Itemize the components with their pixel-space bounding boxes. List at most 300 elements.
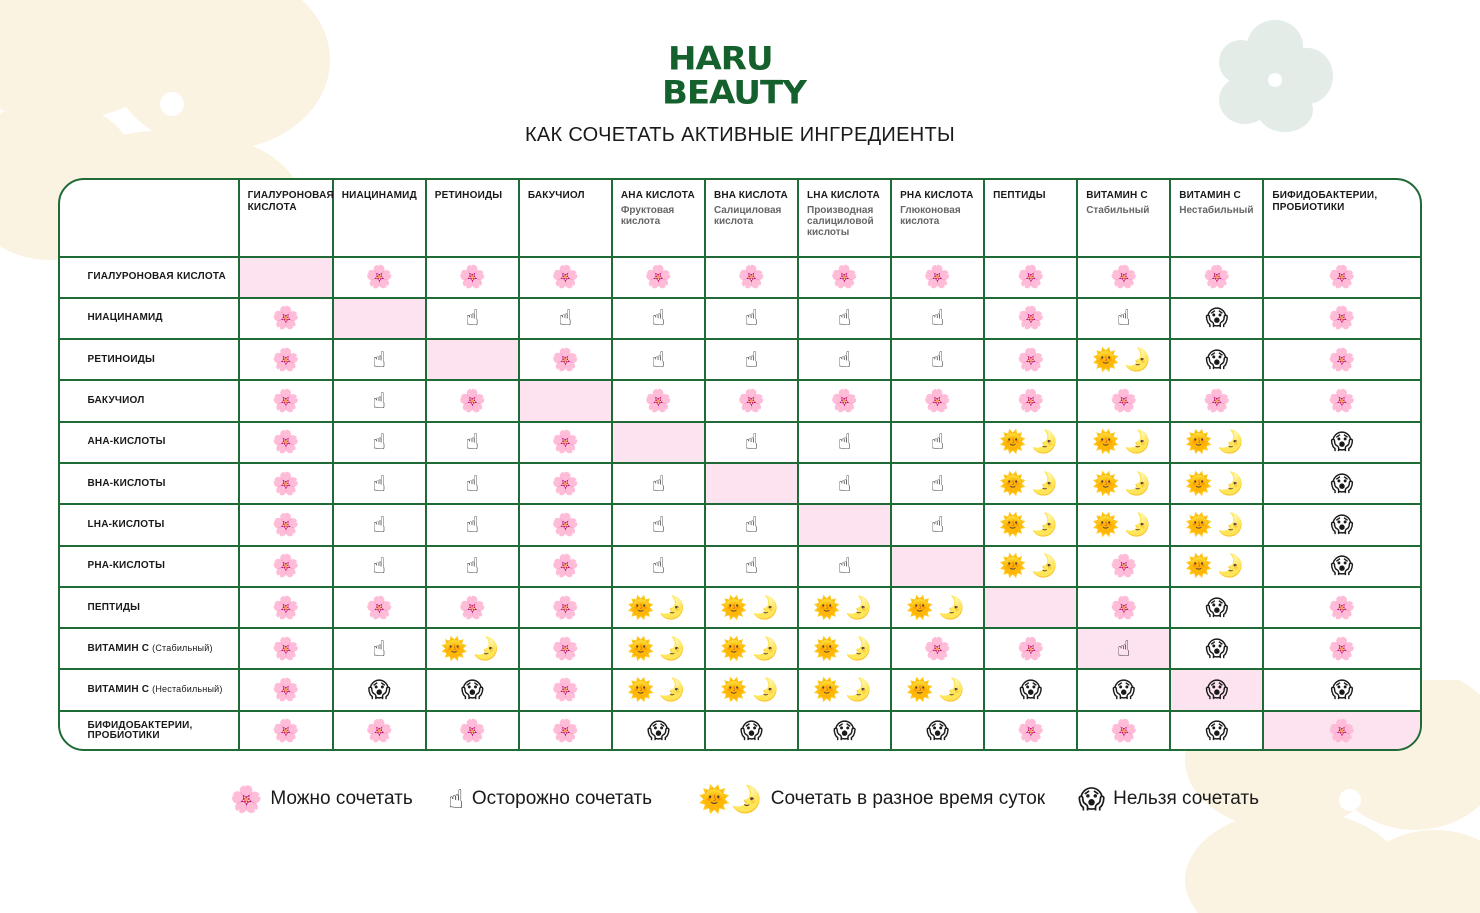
compatibility-cell bbox=[891, 463, 984, 504]
compatibility-cell bbox=[1077, 298, 1170, 339]
sun-moon-icon: 🌞🌛 bbox=[720, 594, 783, 620]
pointing-finger-icon: ☝ bbox=[465, 470, 479, 496]
pointing-finger-icon: ☝ bbox=[837, 470, 852, 496]
column-header-name: НИАЦИНАМИД bbox=[341, 189, 417, 201]
sun-moon-icon: 🌞🌛 bbox=[999, 429, 1063, 455]
compatibility-cell bbox=[984, 380, 1077, 421]
page-title: КАК СОЧЕТАТЬ АКТИВНЫЕ ИНГРЕДИЕНТЫ bbox=[524, 124, 956, 146]
compatibility-cell bbox=[1170, 298, 1263, 339]
row-header-name: БИФИДОБАКТЕРИИ, ПРОБИОТИКИ bbox=[87, 720, 193, 742]
decor-flower-top-right bbox=[1215, 18, 1335, 133]
screaming-face-icon: 😱 bbox=[1019, 677, 1043, 703]
row-header bbox=[59, 463, 239, 504]
cherry-blossom-icon: 🌸 bbox=[271, 470, 300, 496]
compatibility-cell bbox=[519, 380, 612, 421]
compatibility-cell bbox=[705, 298, 798, 339]
compatibility-cell bbox=[612, 628, 705, 669]
table-row bbox=[59, 380, 1421, 421]
sun-moon-icon: 🌞🌛 bbox=[1092, 346, 1156, 372]
compatibility-cell bbox=[1077, 257, 1170, 298]
compatibility-cell bbox=[519, 669, 612, 710]
compatibility-cell bbox=[426, 711, 519, 751]
pointing-finger-icon: ☝ bbox=[837, 346, 852, 372]
sun-moon-icon: 🌞🌛 bbox=[1185, 470, 1249, 496]
compatibility-cell bbox=[1170, 504, 1263, 545]
table-row bbox=[59, 546, 1421, 587]
sun-moon-icon: 🌞🌛 bbox=[813, 594, 876, 620]
compatibility-cell bbox=[519, 339, 612, 380]
compatibility-cell bbox=[798, 422, 891, 463]
compatibility-cell bbox=[519, 422, 612, 463]
row-header bbox=[59, 339, 239, 380]
compatibility-cell bbox=[519, 587, 612, 628]
compatibility-cell bbox=[519, 504, 612, 545]
sun-moon-icon: 🌞🌛 bbox=[813, 635, 876, 661]
pointing-finger-icon: ☝ bbox=[837, 305, 852, 331]
compatibility-cell bbox=[705, 339, 798, 380]
column-header bbox=[798, 179, 891, 257]
column-header-name: PHA КИСЛОТА bbox=[900, 189, 974, 201]
row-header bbox=[59, 546, 239, 587]
pointing-finger-icon: ☝ bbox=[744, 553, 759, 579]
column-header-name: ГИАЛУРОНОВАЯ КИСЛОТА bbox=[247, 189, 334, 213]
row-header-name: BHA-КИСЛОТЫ bbox=[87, 477, 166, 489]
compatibility-cell bbox=[426, 380, 519, 421]
pointing-finger-icon: ☝ bbox=[651, 511, 666, 537]
compatibility-cell bbox=[612, 587, 705, 628]
column-header bbox=[1077, 179, 1170, 257]
row-header-name: ПЕПТИДЫ bbox=[87, 601, 141, 613]
cherry-blossom-icon: 🌸 bbox=[1328, 594, 1356, 620]
compatibility-cell bbox=[1263, 711, 1420, 751]
cherry-blossom-icon: 🌸 bbox=[1203, 264, 1231, 290]
column-header-subtitle: Салициловая кислота bbox=[713, 205, 782, 227]
screaming-face-icon: 😱 bbox=[1078, 784, 1106, 814]
compatibility-cell bbox=[705, 711, 798, 751]
pointing-finger-icon: ☝ bbox=[372, 346, 386, 372]
column-header-name: ВИТАМИН С bbox=[1086, 189, 1148, 201]
compatibility-cell bbox=[1077, 711, 1170, 751]
cherry-blossom-icon: 🌸 bbox=[271, 553, 300, 579]
column-header bbox=[239, 179, 333, 257]
cherry-blossom-icon: 🌸 bbox=[923, 388, 952, 414]
compatibility-cell bbox=[1077, 587, 1170, 628]
column-header bbox=[705, 179, 798, 257]
compatibility-cell bbox=[891, 257, 984, 298]
compatibility-cell bbox=[1263, 298, 1420, 339]
compatibility-cell bbox=[426, 463, 519, 504]
cherry-blossom-icon: 🌸 bbox=[551, 346, 580, 372]
pointing-finger-icon: ☝ bbox=[651, 470, 666, 496]
screaming-face-icon: 😱 bbox=[1112, 677, 1136, 703]
pointing-finger-icon: ☝ bbox=[930, 346, 945, 372]
column-header-name: БИФИДОБАКТЕРИИ, ПРОБИОТИКИ bbox=[1272, 189, 1378, 213]
pointing-finger-icon: ☝ bbox=[651, 553, 666, 579]
compatibility-cell bbox=[612, 298, 705, 339]
legend-item-time bbox=[698, 786, 1045, 812]
table-body bbox=[59, 257, 1421, 752]
compatibility-cell bbox=[426, 422, 519, 463]
legend-label: Осторожно сочетать bbox=[471, 788, 653, 809]
compatibility-cell bbox=[984, 298, 1077, 339]
column-header-subtitle: Глюконовая кислота bbox=[900, 205, 961, 227]
brand-logo bbox=[660, 40, 820, 115]
compatibility-cell bbox=[239, 422, 333, 463]
sun-moon-icon: 🌞🌛 bbox=[999, 470, 1063, 496]
row-header bbox=[59, 298, 239, 339]
cherry-blossom-icon: 🌸 bbox=[458, 388, 486, 414]
row-header-name: БАКУЧИОЛ bbox=[87, 395, 145, 407]
compatibility-cell bbox=[612, 669, 705, 710]
table-row bbox=[59, 504, 1421, 545]
compatibility-cell bbox=[333, 669, 426, 710]
cherry-blossom-icon: 🌸 bbox=[1203, 388, 1231, 414]
row-header-name: РЕТИНОИДЫ bbox=[87, 353, 156, 365]
table-row bbox=[59, 298, 1421, 339]
compatibility-cell bbox=[705, 587, 798, 628]
screaming-face-icon: 😱 bbox=[367, 677, 391, 703]
compatibility-cell bbox=[984, 257, 1077, 298]
row-header-name: ВИТАМИН С bbox=[87, 684, 153, 696]
compatibility-cell bbox=[239, 298, 333, 339]
legend-item-careful bbox=[448, 786, 652, 812]
cherry-blossom-icon: 🌸 bbox=[830, 264, 859, 290]
cherry-blossom-icon: 🌸 bbox=[365, 594, 393, 620]
compatibility-cell bbox=[1263, 422, 1420, 463]
pointing-finger-icon: ☝ bbox=[465, 429, 479, 455]
compatibility-cell bbox=[1077, 422, 1170, 463]
row-header-name: PHA-КИСЛОТЫ bbox=[87, 560, 166, 572]
compatibility-cell bbox=[984, 628, 1077, 669]
cherry-blossom-icon: 🌸 bbox=[551, 594, 580, 620]
compatibility-cell bbox=[612, 504, 705, 545]
sun-moon-icon: 🌞🌛 bbox=[999, 553, 1063, 579]
row-header bbox=[59, 587, 239, 628]
compatibility-cell bbox=[1170, 422, 1263, 463]
column-header-name: ПЕПТИДЫ bbox=[993, 189, 1046, 201]
cherry-blossom-icon: 🌸 bbox=[1016, 264, 1045, 290]
compatibility-cell bbox=[984, 422, 1077, 463]
sun-moon-icon: 🌞🌛 bbox=[1185, 429, 1249, 455]
compatibility-cell bbox=[426, 298, 519, 339]
compatibility-cell bbox=[333, 628, 426, 669]
sun-moon-icon: 🌞🌛 bbox=[999, 511, 1063, 537]
pointing-finger-icon: ☝ bbox=[837, 553, 852, 579]
sun-moon-icon: 🌞🌛 bbox=[440, 635, 504, 661]
compatibility-cell bbox=[333, 504, 426, 545]
compatibility-cell bbox=[891, 546, 984, 587]
compatibility-cell bbox=[239, 380, 333, 421]
compatibility-cell bbox=[333, 711, 426, 751]
row-header bbox=[59, 669, 239, 710]
cherry-blossom-icon: 🌸 bbox=[1016, 388, 1045, 414]
compatibility-cell bbox=[612, 463, 705, 504]
compatibility-cell bbox=[984, 504, 1077, 545]
compatibility-cell bbox=[1170, 711, 1263, 751]
pointing-finger-icon: ☝ bbox=[465, 305, 479, 331]
cherry-blossom-icon: 🌸 bbox=[1328, 388, 1356, 414]
compatibility-cell bbox=[984, 339, 1077, 380]
table-row bbox=[59, 711, 1421, 751]
table-row bbox=[59, 463, 1421, 504]
compatibility-cell bbox=[333, 546, 426, 587]
row-header bbox=[59, 711, 239, 751]
sun-moon-icon: 🌞🌛 bbox=[906, 594, 969, 620]
compatibility-cell bbox=[612, 422, 705, 463]
compatibility-cell bbox=[798, 504, 891, 545]
screaming-face-icon: 😱 bbox=[1205, 594, 1229, 620]
cherry-blossom-icon: 🌸 bbox=[1016, 346, 1045, 372]
compatibility-cell bbox=[1170, 587, 1263, 628]
compatibility-cell bbox=[798, 711, 891, 751]
compatibility-cell bbox=[239, 711, 333, 751]
compatibility-cell bbox=[891, 628, 984, 669]
cherry-blossom-icon: 🌸 bbox=[271, 388, 300, 414]
cherry-blossom-icon: 🌸 bbox=[271, 718, 300, 744]
screaming-face-icon: 😱 bbox=[833, 718, 856, 744]
compatibility-cell bbox=[705, 257, 798, 298]
row-header-name: AHA-КИСЛОТЫ bbox=[87, 436, 166, 448]
compatibility-cell bbox=[1263, 669, 1420, 710]
compatibility-cell bbox=[426, 504, 519, 545]
pointing-finger-icon: ☝ bbox=[744, 429, 759, 455]
compatibility-cell bbox=[426, 628, 519, 669]
compatibility-cell bbox=[1077, 628, 1170, 669]
compatibility-cell bbox=[426, 669, 519, 710]
cherry-blossom-icon: 🌸 bbox=[1110, 594, 1138, 620]
row-header-name: LHA-КИСЛОТЫ bbox=[87, 518, 165, 530]
compatibility-cell bbox=[333, 339, 426, 380]
cherry-blossom-icon: 🌸 bbox=[1016, 305, 1045, 331]
sun-moon-icon: 🌞🌛 bbox=[1092, 470, 1156, 496]
legend-label: Нельзя сочетать bbox=[1113, 788, 1259, 809]
column-header bbox=[1263, 179, 1420, 257]
pointing-finger-icon: ☝ bbox=[372, 470, 386, 496]
cherry-blossom-icon: 🌸 bbox=[271, 346, 300, 372]
compatibility-cell bbox=[239, 669, 333, 710]
sun-moon-icon: 🌞🌛 bbox=[627, 677, 690, 703]
logo-line-2: BEAUTY bbox=[662, 74, 806, 112]
pointing-finger-icon: ☝ bbox=[930, 511, 945, 537]
pointing-finger-icon: ☝ bbox=[372, 553, 386, 579]
compatibility-cell bbox=[705, 504, 798, 545]
compatibility-cell bbox=[705, 463, 798, 504]
compatibility-cell bbox=[798, 669, 891, 710]
cherry-blossom-icon: 🌸 bbox=[551, 429, 580, 455]
compatibility-cell bbox=[798, 628, 891, 669]
compatibility-cell bbox=[426, 257, 519, 298]
cherry-blossom-icon: 🌸 bbox=[923, 635, 952, 661]
column-header bbox=[426, 179, 519, 257]
sun-moon-icon: 🌞🌛 bbox=[720, 677, 783, 703]
pointing-finger-icon: ☝ bbox=[448, 784, 464, 814]
cherry-blossom-icon: 🌸 bbox=[1328, 718, 1356, 744]
column-header-name: AHA КИСЛОТА bbox=[620, 189, 695, 201]
compatibility-table bbox=[58, 178, 1422, 751]
screaming-face-icon: 😱 bbox=[1205, 305, 1229, 331]
compatibility-cell bbox=[1170, 546, 1263, 587]
column-header-subtitle: Стабильный bbox=[1086, 205, 1150, 216]
compatibility-cell bbox=[333, 380, 426, 421]
compatibility-cell bbox=[705, 628, 798, 669]
legend-item-no bbox=[1078, 786, 1259, 812]
cherry-blossom-icon: 🌸 bbox=[551, 264, 580, 290]
compatibility-cell bbox=[612, 546, 705, 587]
screaming-face-icon: 😱 bbox=[1205, 677, 1229, 703]
column-header-subtitle: Нестабильный bbox=[1179, 205, 1254, 216]
screaming-face-icon: 😱 bbox=[460, 677, 484, 703]
pointing-finger-icon: ☝ bbox=[465, 511, 479, 537]
screaming-face-icon: 😱 bbox=[646, 718, 670, 744]
row-header bbox=[59, 504, 239, 545]
compatibility-cell bbox=[333, 298, 426, 339]
column-header-name: LHA КИСЛОТА bbox=[807, 189, 880, 201]
row-header bbox=[59, 422, 239, 463]
sun-moon-icon: 🌞🌛 bbox=[1185, 553, 1249, 579]
screaming-face-icon: 😱 bbox=[1330, 553, 1354, 579]
compatibility-cell bbox=[426, 587, 519, 628]
compatibility-cell bbox=[612, 711, 705, 751]
compatibility-cell bbox=[891, 711, 984, 751]
compatibility-cell bbox=[239, 257, 333, 298]
compatibility-cell bbox=[519, 711, 612, 751]
column-header-subtitle: Производная салициловой кислоты bbox=[807, 205, 874, 238]
compatibility-cell bbox=[612, 339, 705, 380]
cherry-blossom-icon: 🌸 bbox=[1110, 553, 1138, 579]
compatibility-cell bbox=[705, 669, 798, 710]
column-header-subtitle: Фруктовая кислота bbox=[620, 205, 675, 227]
header-row bbox=[59, 179, 1421, 257]
compatibility-cell bbox=[1170, 463, 1263, 504]
screaming-face-icon: 😱 bbox=[926, 718, 950, 744]
column-header-name: BHA КИСЛОТА bbox=[713, 189, 788, 201]
compatibility-cell bbox=[333, 463, 426, 504]
pointing-finger-icon: ☝ bbox=[744, 346, 759, 372]
legend bbox=[0, 786, 1480, 822]
cherry-blossom-icon: 🌸 bbox=[551, 511, 580, 537]
compatibility-cell bbox=[1263, 504, 1420, 545]
pointing-finger-icon: ☝ bbox=[372, 511, 386, 537]
compatibility-cell bbox=[1170, 339, 1263, 380]
cherry-blossom-icon: 🌸 bbox=[1328, 346, 1356, 372]
column-header bbox=[333, 179, 426, 257]
screaming-face-icon: 😱 bbox=[1330, 511, 1354, 537]
cherry-blossom-icon: 🌸 bbox=[271, 677, 300, 703]
sun-moon-icon: 🌞🌛 bbox=[698, 784, 763, 814]
column-header bbox=[612, 179, 705, 257]
screaming-face-icon: 😱 bbox=[1205, 346, 1229, 372]
pointing-finger-icon: ☝ bbox=[558, 305, 573, 331]
cherry-blossom-icon: 🌸 bbox=[1016, 635, 1045, 661]
cherry-blossom-icon: 🌸 bbox=[551, 677, 580, 703]
compatibility-cell bbox=[1077, 380, 1170, 421]
compatibility-cell bbox=[239, 546, 333, 587]
cherry-blossom-icon: 🌸 bbox=[271, 511, 300, 537]
compatibility-cell bbox=[705, 422, 798, 463]
table-row bbox=[59, 422, 1421, 463]
row-header-qualifier: (Нестабильный) bbox=[152, 684, 223, 695]
table-row bbox=[59, 669, 1421, 710]
compatibility-cell bbox=[1077, 339, 1170, 380]
cherry-blossom-icon: 🌸 bbox=[271, 635, 300, 661]
compatibility-cell bbox=[426, 546, 519, 587]
cherry-blossom-icon: 🌸 bbox=[551, 553, 580, 579]
screaming-face-icon: 😱 bbox=[1205, 635, 1229, 661]
row-header bbox=[59, 628, 239, 669]
screaming-face-icon: 😱 bbox=[1330, 429, 1354, 455]
table-row bbox=[59, 339, 1421, 380]
cherry-blossom-icon: 🌸 bbox=[1328, 305, 1356, 331]
column-header bbox=[891, 179, 984, 257]
compatibility-cell bbox=[1077, 546, 1170, 587]
compatibility-cell bbox=[798, 339, 891, 380]
cherry-blossom-icon: 🌸 bbox=[1016, 718, 1045, 744]
pointing-finger-icon: ☝ bbox=[372, 635, 386, 661]
cherry-blossom-icon: 🌸 bbox=[365, 264, 393, 290]
row-header bbox=[59, 380, 239, 421]
sun-moon-icon: 🌞🌛 bbox=[720, 635, 783, 661]
cherry-blossom-icon: 🌸 bbox=[644, 388, 673, 414]
row-header-name: НИАЦИНАМИД bbox=[87, 312, 163, 324]
cherry-blossom-icon: 🌸 bbox=[644, 264, 673, 290]
compatibility-cell bbox=[333, 587, 426, 628]
legend-label: Можно сочетать bbox=[270, 788, 413, 809]
row-header-qualifier: (Стабильный) bbox=[152, 642, 213, 653]
cherry-blossom-icon: 🌸 bbox=[1328, 635, 1356, 661]
compatibility-cell bbox=[239, 339, 333, 380]
compatibility-cell bbox=[891, 587, 984, 628]
compatibility-cell bbox=[239, 587, 333, 628]
compatibility-cell bbox=[519, 546, 612, 587]
pointing-finger-icon: ☝ bbox=[651, 346, 666, 372]
compatibility-cell bbox=[798, 463, 891, 504]
compatibility-cell bbox=[612, 380, 705, 421]
compatibility-cell bbox=[426, 339, 519, 380]
screaming-face-icon: 😱 bbox=[1330, 677, 1354, 703]
cherry-blossom-icon: 🌸 bbox=[458, 718, 486, 744]
pointing-finger-icon: ☝ bbox=[372, 388, 386, 414]
sun-moon-icon: 🌞🌛 bbox=[813, 677, 876, 703]
cherry-blossom-icon: 🌸 bbox=[737, 264, 766, 290]
compatibility-cell bbox=[1077, 504, 1170, 545]
compatibility-cell bbox=[1170, 628, 1263, 669]
sun-moon-icon: 🌞🌛 bbox=[1092, 429, 1156, 455]
cherry-blossom-icon: 🌸 bbox=[271, 305, 300, 331]
compatibility-cell bbox=[984, 546, 1077, 587]
pointing-finger-icon: ☝ bbox=[372, 429, 386, 455]
compatibility-cell bbox=[798, 298, 891, 339]
legend-item-ok bbox=[230, 786, 413, 812]
cherry-blossom-icon: 🌸 bbox=[458, 264, 486, 290]
sun-moon-icon: 🌞🌛 bbox=[627, 635, 690, 661]
compatibility-cell bbox=[519, 463, 612, 504]
compatibility-cell bbox=[519, 628, 612, 669]
cherry-blossom-icon: 🌸 bbox=[271, 594, 300, 620]
compatibility-cell bbox=[1170, 257, 1263, 298]
cherry-blossom-icon: 🌸 bbox=[1110, 388, 1138, 414]
compatibility-cell bbox=[1263, 463, 1420, 504]
compatibility-cell bbox=[1263, 380, 1420, 421]
compatibility-cell bbox=[798, 546, 891, 587]
compatibility-cell bbox=[1263, 339, 1420, 380]
compatibility-cell bbox=[891, 422, 984, 463]
compatibility-cell bbox=[1077, 669, 1170, 710]
compatibility-cell bbox=[612, 257, 705, 298]
pointing-finger-icon: ☝ bbox=[930, 470, 945, 496]
cherry-blossom-icon: 🌸 bbox=[1110, 718, 1138, 744]
compatibility-cell bbox=[798, 257, 891, 298]
compatibility-cell bbox=[984, 711, 1077, 751]
